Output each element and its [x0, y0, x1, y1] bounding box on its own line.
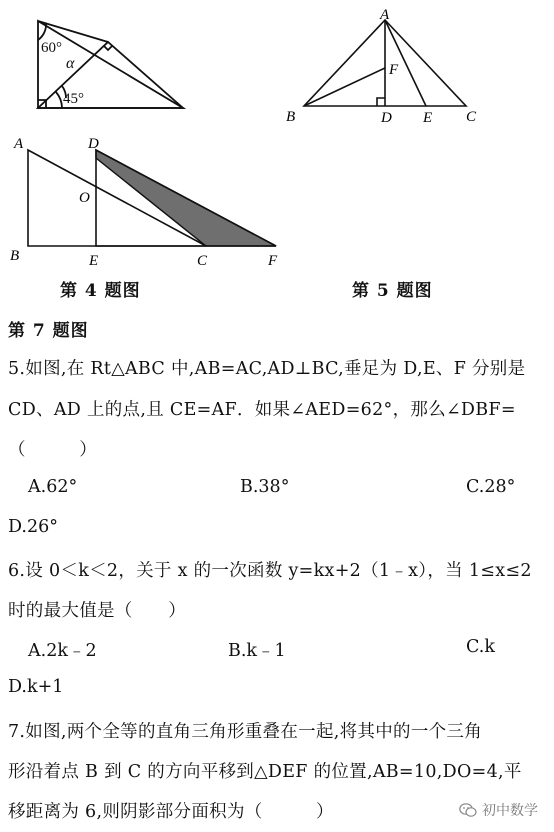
q5-line-2: CD、AD 上的点,且 CE=AF．如果∠AED=62°，那么∠DBF=: [8, 400, 516, 420]
geometry-figures: [0, 0, 554, 300]
q6-option-d[interactable]: D.k+1: [8, 677, 64, 697]
point-label-e: E: [423, 110, 433, 126]
watermark-text: 初中数学: [482, 803, 538, 819]
point-label-d: D: [88, 136, 99, 152]
point-label-b: B: [286, 109, 296, 125]
segment-bf: [304, 68, 385, 106]
point-label-d: D: [381, 110, 392, 126]
wechat-icon: [459, 802, 477, 818]
q7-line-1: 7.如图,两个全等的直角三角形重叠在一起,将其中的一个三角: [8, 722, 483, 742]
q6-line-1: 6.设 0＜k＜2，关于 x 的一次函数 y=kx+2（1﹣x），当 1≤x≤2: [8, 561, 532, 581]
figure-q7: [28, 150, 276, 246]
caption-fig4: 第 4 题图: [60, 281, 141, 301]
q7-line-2: 形沿着点 B 到 C 的方向平移到△DEF 的位置,AB=10,DO=4,平: [8, 762, 522, 782]
q5-option-a[interactable]: A.62°: [28, 477, 78, 497]
point-label-o: O: [79, 190, 90, 206]
q7-line-3: 移距离为 6,则阴影部分面积为（ ）: [8, 802, 334, 822]
point-label-e: E: [89, 253, 99, 269]
triangle-def: [96, 150, 276, 246]
q5-option-d[interactable]: D.26°: [8, 517, 58, 537]
figures-area: [0, 0, 554, 300]
q5-line-3: （ ）: [8, 440, 97, 460]
q6-option-a[interactable]: A.2k﹣2: [28, 641, 97, 661]
angle-label-60: 60°: [41, 40, 62, 56]
figure-q5: [304, 20, 466, 106]
point-label-b: B: [10, 248, 20, 264]
q6-option-c[interactable]: C.k: [466, 637, 495, 657]
q5-option-b[interactable]: B.38°: [240, 477, 290, 497]
point-label-c: C: [197, 253, 208, 269]
right-angle-mark-d: [377, 98, 385, 106]
q6-option-b[interactable]: B.k﹣1: [228, 641, 286, 661]
caption-fig7: 第 7 题图: [8, 321, 89, 341]
point-label-a: A: [380, 7, 390, 23]
caption-fig5: 第 5 题图: [352, 281, 433, 301]
angle-label-45: 45°: [63, 91, 84, 107]
angle-arc-45: [56, 92, 62, 108]
point-label-a: A: [14, 136, 24, 152]
watermark: [459, 800, 538, 820]
q6-line-2: 时的最大值是（ ）: [8, 601, 186, 621]
angle-label-alpha: α: [66, 55, 75, 72]
point-label-f: F: [268, 253, 278, 269]
triangle-60: [38, 21, 183, 108]
point-label-f: F: [389, 62, 399, 78]
point-label-c: C: [466, 109, 477, 125]
q5-option-c[interactable]: C.28°: [466, 477, 516, 497]
right-angle-mark-2: [104, 46, 112, 50]
figure-set-squares: [38, 21, 183, 108]
hypotenuse-overlap: [38, 21, 108, 42]
q5-line-1: 5.如图,在 Rt△ABC 中,AB=AC,AD⊥BC,垂足为 D,E、F 分别是: [8, 359, 526, 379]
